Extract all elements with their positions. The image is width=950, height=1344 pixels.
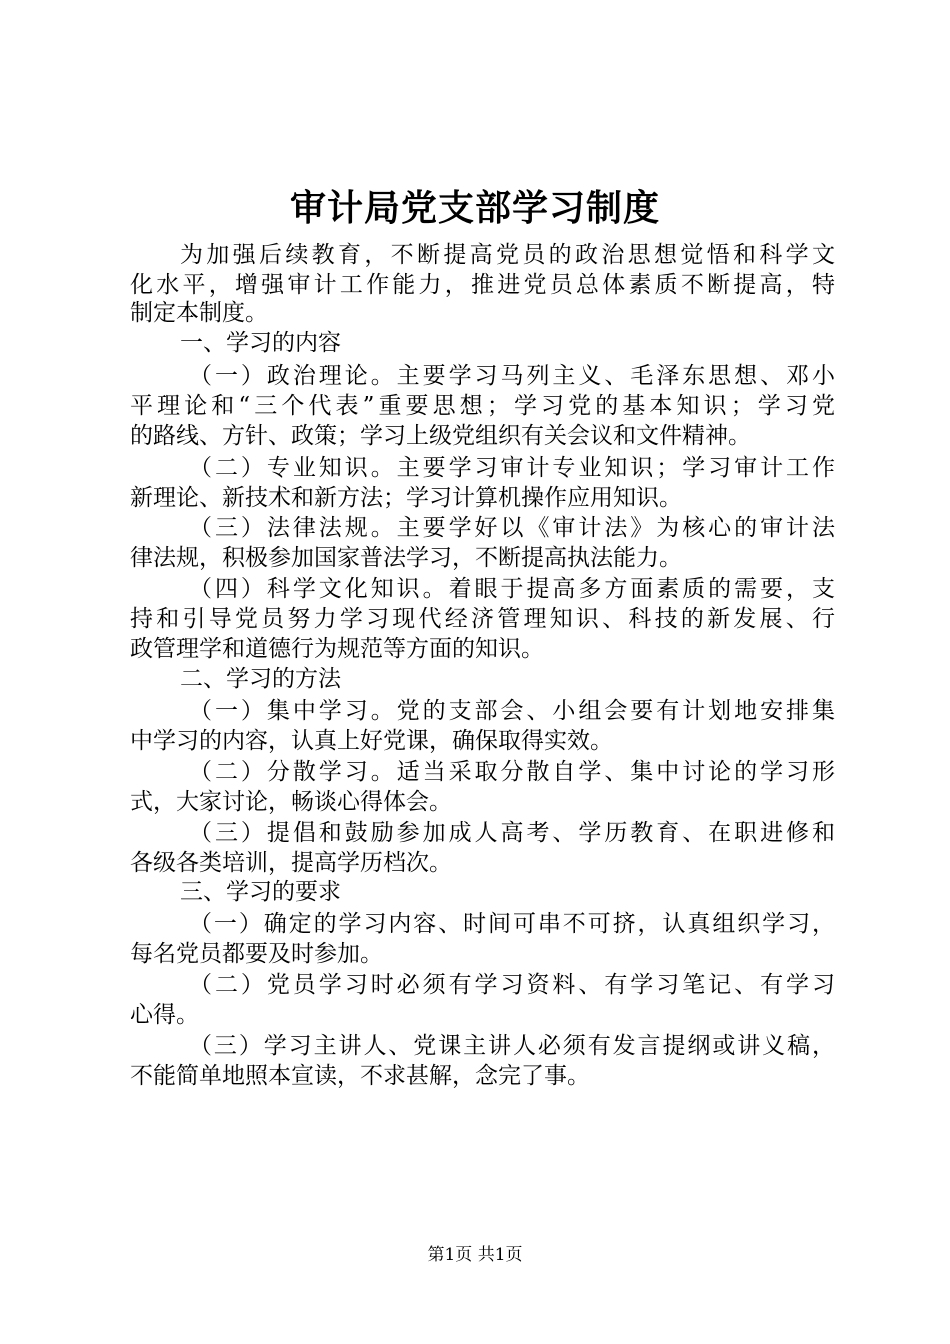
paragraph-line: 新理论、新技术和新方法；学习计算机操作应用知识。 (130, 485, 682, 511)
paragraph-line: （四）科学文化知识。着眼于提高多方面素质的需要，支 (189, 576, 835, 602)
paragraph-line: （一）集中学习。党的支部会、小组会要有计划地安排集 (189, 698, 835, 724)
paragraph-line: 心得。 (130, 1002, 199, 1028)
paragraph-line: 政管理学和道德行为规范等方面的知识。 (130, 636, 544, 662)
paragraph-line: 化水平，增强审计工作能力，推进党员总体素质不断提高，特 (130, 272, 835, 298)
paragraph-line: 每名党员都要及时参加。 (130, 941, 383, 967)
paragraph-line: 式，大家讨论，畅谈心得体会。 (130, 789, 452, 815)
paragraph-line: （二）分散学习。适当采取分散自学、集中讨论的学习形 (189, 759, 835, 785)
paragraph-line: （三）法律法规。主要学好以《审计法》为核心的审计法 (189, 515, 835, 541)
paragraph-line: （二）党员学习时必须有学习资料、有学习笔记、有学习 (189, 972, 835, 998)
section-heading: 三、学习的要求 (180, 879, 341, 905)
section-heading: 一、学习的内容 (180, 330, 341, 356)
paragraph-line: 制定本制度。 (130, 300, 268, 326)
page-footer: 第1页 共1页 (427, 1245, 523, 1265)
paragraph-line: 不能简单地照本宣读，不求甚解，念完了事。 (130, 1063, 590, 1089)
document-title: 审计局党支部学习制度 (289, 187, 660, 229)
paragraph-line: （一）确定的学习内容、时间可串不可挤，认真组织学习， (189, 911, 835, 937)
paragraph-line: 各级各类培训，提高学历档次。 (130, 850, 452, 876)
paragraph-line: 的路线、方针、政策；学习上级党组织有关会议和文件精神。 (130, 423, 751, 449)
paragraph-line: 为加强后续教育，不断提高党员的政治思想觉悟和科学文 (180, 242, 835, 268)
paragraph-line: 律法规，积极参加国家普法学习，不断提高执法能力。 (130, 545, 682, 571)
paragraph-line: （二）专业知识。主要学习审计专业知识；学习审计工作 (189, 455, 835, 481)
paragraph-line: 中学习的内容，认真上好党课，确保取得实效。 (130, 728, 613, 754)
paragraph-line: （一）政治理论。主要学习马列主义、毛泽东思想、邓小 (189, 363, 835, 389)
section-heading: 二、学习的方法 (180, 666, 341, 692)
paragraph-line: 持和引导党员努力学习现代经济管理知识、科技的新发展、行 (130, 606, 835, 632)
paragraph-line: 平理论和“三个代表”重要思想；学习党的基本知识；学习党 (130, 393, 835, 419)
paragraph-line: （三）提倡和鼓励参加成人高考、学历教育、在职进修和 (189, 820, 835, 846)
paragraph-line: （三）学习主讲人、党课主讲人必须有发言提纲或讲义稿， (189, 1033, 835, 1059)
